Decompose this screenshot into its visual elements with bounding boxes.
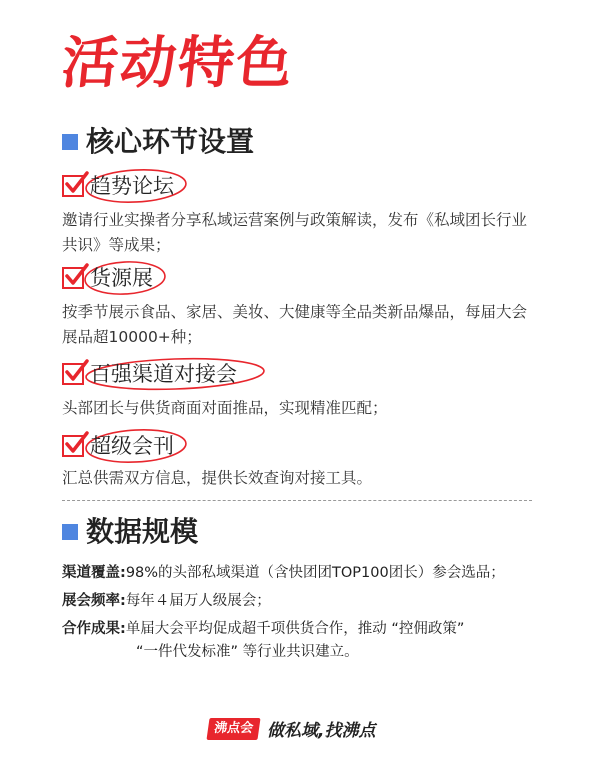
section-core-title: 核心环节设置 [86, 125, 255, 158]
core-item-desc: 汇总供需双方信息，提供长效查询对接工具。 [62, 469, 373, 487]
core-item-expo [62, 264, 153, 292]
core-item-title: 货源展 [90, 266, 153, 290]
core-item-desc: 按季节展示食品、家居、美妆、大健康等全品类新品爆品，每届大会展品超10000+种； [62, 303, 528, 346]
stat-text: 98%的头部私域渠道（含快团团TOP100团长）参会选品； [125, 565, 505, 581]
blue-square-icon [62, 134, 78, 150]
dashed-divider [62, 500, 532, 501]
core-item-matchmaking [62, 360, 237, 388]
section-scale-heading [62, 514, 198, 550]
core-item-journal [62, 432, 174, 460]
stat-text: 每年４届万人级展会； [125, 593, 271, 609]
brand-logo: 沸点会 [206, 718, 260, 740]
stat-label: 合作成果: [62, 621, 126, 637]
core-item-forum [62, 172, 174, 200]
brand-slogan: 做私域,找沸点 [267, 721, 376, 741]
section-core-heading [62, 124, 254, 160]
checkmark-icon [62, 175, 84, 197]
core-item-desc: 头部团长与供货商面对面推品，实现精准匹配； [62, 399, 388, 417]
footer-brand [208, 716, 375, 741]
stat-label: 展会频率: [62, 593, 126, 609]
core-item-title: 百强渠道对接会 [90, 362, 237, 386]
checkmark-icon [62, 435, 84, 457]
core-item-desc: 邀请行业实操者分享私域运营案例与政策解读，发布《私域团长行业共识》等成果； [62, 211, 528, 254]
stat-text: 单届大会平均促成超千项供货合作，推动 “控佣政策” [125, 621, 465, 637]
checkmark-icon [62, 267, 84, 289]
blue-square-icon [62, 524, 78, 540]
core-item-title: 超级会刊 [90, 434, 174, 458]
stat-results [62, 618, 464, 641]
stat-coverage [62, 562, 505, 585]
section-scale-title: 数据规模 [86, 515, 199, 548]
stat-label: 渠道覆盖: [62, 565, 126, 581]
page-title: 活动特色 [58, 31, 298, 96]
stat-frequency [62, 590, 271, 613]
core-item-title: 趋势论坛 [90, 174, 174, 198]
checkmark-icon [62, 363, 84, 385]
stat-results-continued: “一件代发标准” 等行业共识建立。 [136, 644, 359, 660]
